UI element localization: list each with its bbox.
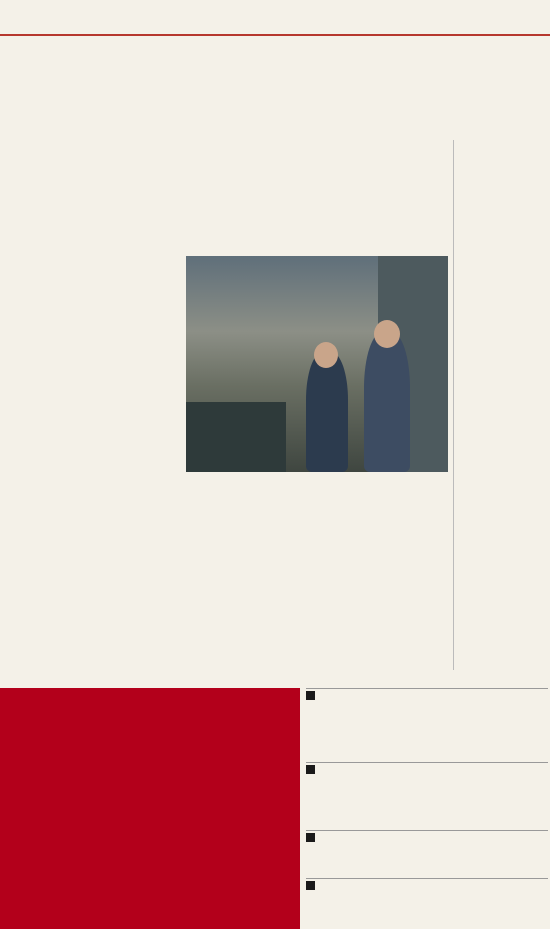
lead-column-1 [28, 142, 128, 208]
lead-column-3 [240, 142, 340, 208]
bullet-square-icon [306, 833, 315, 842]
feature-column-3b [272, 586, 352, 680]
feature-column-1 [28, 394, 96, 574]
bullet-square-icon [306, 765, 315, 774]
feature-column-4 [358, 488, 448, 680]
brief-body-4 [306, 894, 548, 928]
photo-head-left [314, 342, 338, 368]
bullet-square-icon [306, 881, 315, 890]
feature-column-3 [272, 488, 352, 568]
brief-body-1 [306, 704, 548, 758]
feature-column-1b [100, 394, 168, 574]
brief-divider-1 [306, 688, 548, 689]
brief-title-3 [306, 833, 318, 844]
feature-column-2 [186, 488, 266, 680]
photo-person-left [306, 352, 348, 472]
lead-column-2 [134, 142, 234, 208]
photo-head-right [374, 320, 400, 348]
brief-title-4 [306, 881, 318, 892]
brief-body-3 [306, 846, 548, 876]
brief-divider-4 [306, 878, 548, 879]
notice-body-right [154, 735, 290, 897]
feature-photo [186, 256, 448, 472]
lead-column-4 [346, 142, 446, 208]
brief-body-2 [306, 778, 548, 826]
bullet-square-icon [306, 691, 315, 700]
photo-machine [186, 402, 286, 472]
brief-divider-3 [306, 830, 548, 831]
sidebar-body-1 [458, 190, 546, 422]
notice-body-left [10, 735, 146, 925]
sidebar-body-2 [458, 466, 546, 676]
brief-title-2 [306, 765, 318, 776]
brief-divider-2 [306, 762, 548, 763]
page-masthead [0, 0, 550, 36]
photo-person-right [364, 332, 410, 472]
brief-title-1 [306, 691, 318, 702]
